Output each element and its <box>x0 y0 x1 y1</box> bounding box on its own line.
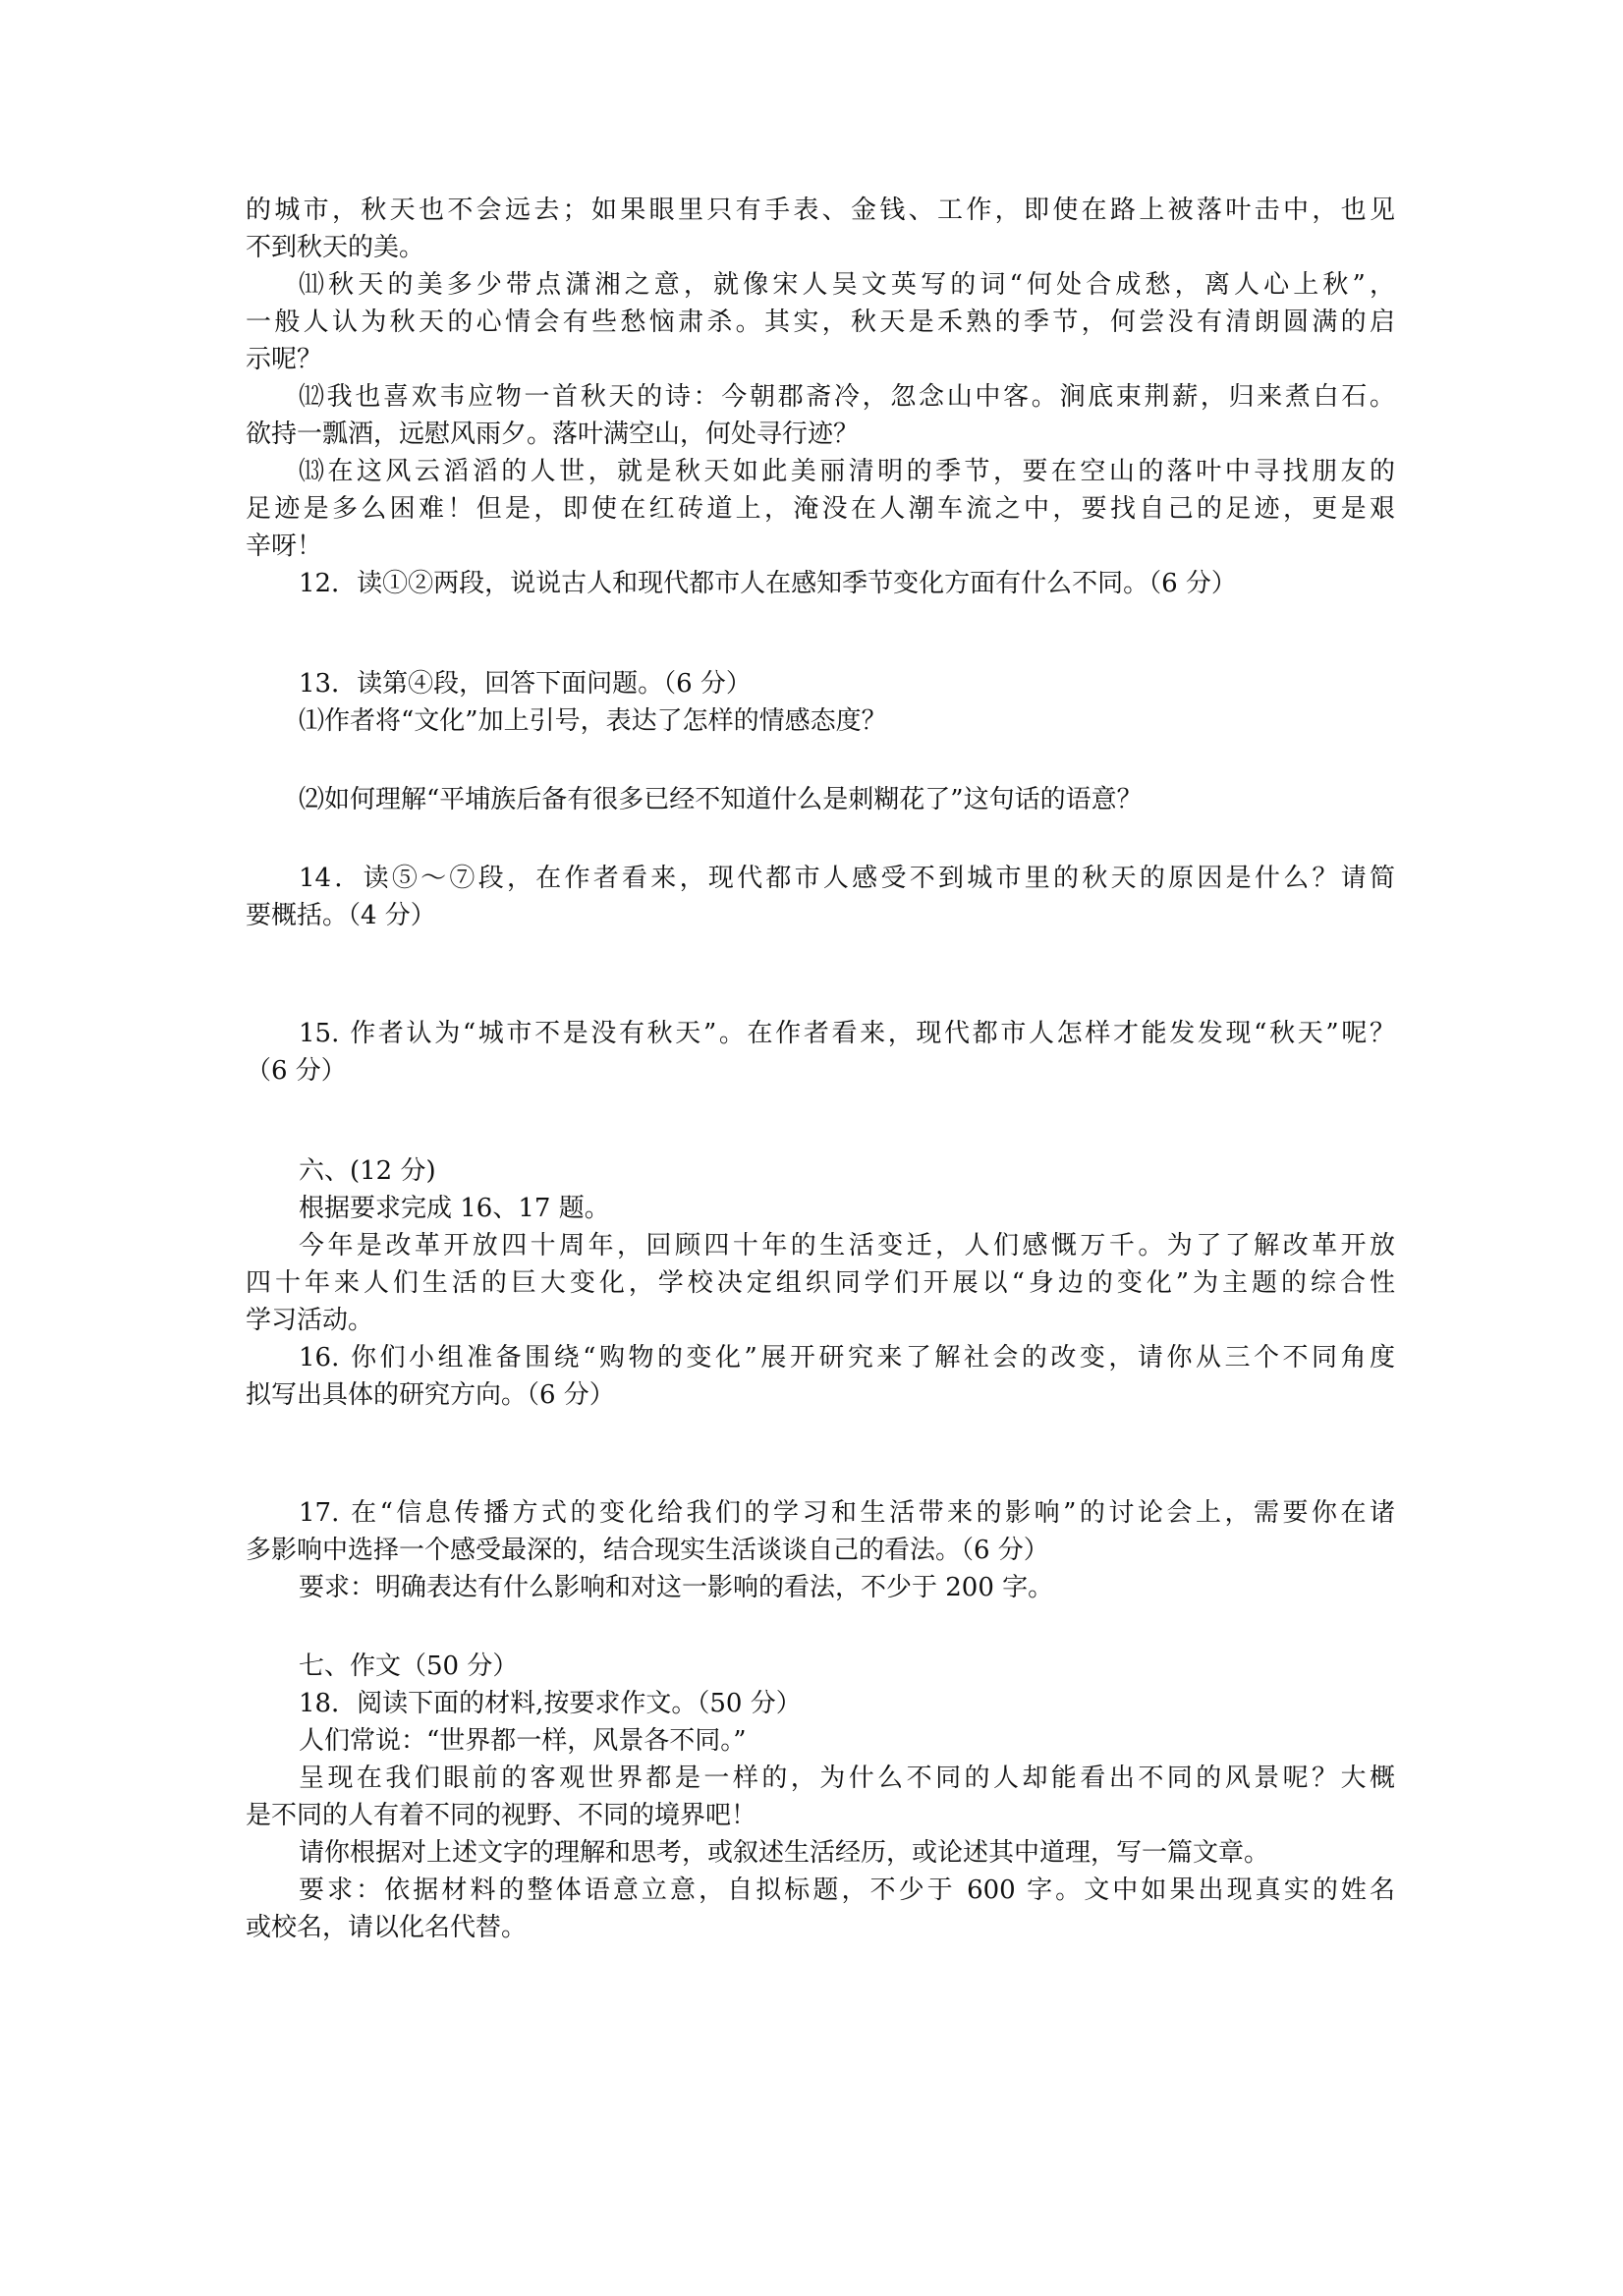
section-7-title: 七、作文（50 分） <box>299 1652 519 1681</box>
exam-page <box>246 192 1395 1946</box>
paragraph-13-line-3: 辛呀！ <box>246 532 323 561</box>
paragraph-12-line-1: ⑿我也喜欢韦应物一首秋天的诗：今朝郡斋冷，忽念山中客。涧底束荆薪，归来煮白石。 <box>299 382 1395 412</box>
question-12: 12．读①②两段，说说古人和现代都市人在感知季节变化方面有什么不同。（6 分） <box>299 569 1237 598</box>
question-13-part-2: ⑵如何理解“平埔族后备有很多已经不知道什么是刺糊花了”这句话的语意？ <box>299 785 1143 814</box>
section-6-intro: 根据要求完成 16、17 题。 <box>299 1194 610 1223</box>
section-6-material-line-2: 四十年来人们生活的巨大变化，学校决定组织同学们开展以“身边的变化”为主题的综合性 <box>246 1268 1395 1298</box>
question-13: 13．读第④段，回答下面问题。（6 分） <box>299 669 752 699</box>
paragraph-11-line-1: ⑾秋天的美多少带点潇湘之意，就像宋人吴文英写的词“何处合成愁，离人心上秋”， <box>299 270 1395 300</box>
essay-material-line-3: 是不同的人有着不同的视野、不同的境界吧！ <box>246 1801 757 1830</box>
question-15-line-1: 15. 作者认为“城市不是没有秋天”。在作者看来，现代都市人怎样才能发发现“秋天”呢？ <box>299 1019 1395 1048</box>
question-15-line-2: （6 分） <box>246 1056 347 1086</box>
essay-requirement-line-1: 要求：依据材料的整体语意立意，自拟标题，不少于 600 字。文中如果出现真实的姓名 <box>299 1876 1395 1905</box>
essay-instruction: 请你根据对上述文字的理解和思考，或叙述生活经历，或论述其中道理，写一篇文章。 <box>299 1838 1270 1868</box>
question-16-line-1: 16. 你们小组准备围绕“购物的变化”展开研究来了解社会的改变，请你从三个不同角度 <box>299 1343 1395 1372</box>
question-17-line-2: 多影响中选择一个感受最深的，结合现实生活谈谈自己的看法。（6 分） <box>246 1536 1049 1565</box>
question-17-line-1: 17. 在“信息传播方式的变化给我们的学习和生活带来的影响”的讨论会上，需要你在诸 <box>299 1498 1395 1528</box>
essay-material-line-1: 人们常说：“世界都一样，风景各不同。” <box>299 1726 747 1756</box>
question-18: 18．阅读下面的材料,按要求作文。（50 分） <box>299 1689 802 1718</box>
paragraph-10-line-2: 不到秋天的美。 <box>246 233 425 262</box>
section-6-material-line-3: 学习活动。 <box>246 1306 374 1335</box>
essay-requirement-line-2: 或校名，请以化名代替。 <box>246 1913 528 1942</box>
paragraph-13-line-1: ⒀在这风云滔滔的人世，就是秋天如此美丽清明的季节，要在空山的落叶中寻找朋友的 <box>299 457 1395 486</box>
section-6-material-line-1: 今年是改革开放四十周年，回顾四十年的生活变迁，人们感慨万千。为了了解改革开放 <box>299 1231 1395 1260</box>
paragraph-12-line-2: 欲持一瓢酒，远慰风雨夕。落叶满空山，何处寻行迹？ <box>246 420 860 449</box>
essay-material-line-2: 呈现在我们眼前的客观世界都是一样的，为什么不同的人却能看出不同的风景呢？大概 <box>299 1764 1395 1793</box>
paragraph-10-line-1: 的城市，秋天也不会远去；如果眼里只有手表、金钱、工作，即使在路上被落叶击中，也见 <box>246 196 1395 225</box>
question-17-requirement: 要求：明确表达有什么影响和对这一影响的看法，不少于 200 字。 <box>299 1573 1054 1602</box>
question-16-line-2: 拟写出具体的研究方向。（6 分） <box>246 1380 615 1410</box>
section-6-title: 六、(12 分) <box>299 1156 436 1186</box>
question-13-part-1: ⑴作者将“文化”加上引号，表达了怎样的情感态度？ <box>299 706 887 736</box>
question-14-line-2: 要概括。（4 分） <box>246 901 436 930</box>
paragraph-11-line-3: 示呢？ <box>246 345 323 374</box>
question-14-line-1: 14．读⑤～⑦段，在作者看来，现代都市人感受不到城市里的秋天的原因是什么？请简 <box>299 864 1395 893</box>
paragraph-11-line-2: 一般人认为秋天的心情会有些愁恼肃杀。其实，秋天是禾熟的季节，何尝没有清朗圆满的启 <box>246 308 1395 337</box>
paragraph-13-line-2: 足迹是多么困难！但是，即使在红砖道上，淹没在人潮车流之中，要找自己的足迹，更是艰 <box>246 494 1395 524</box>
